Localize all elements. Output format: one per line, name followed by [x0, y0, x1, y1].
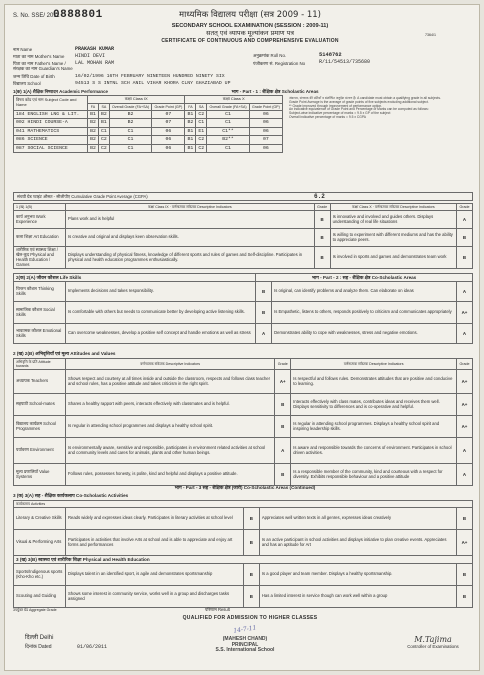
indicator-text: Plans work and is helpful: [66, 211, 315, 229]
indicator-row: [14, 302, 473, 324]
col-sa-9: SA: [98, 103, 109, 110]
controller-title: Controller of Examinations: [407, 644, 459, 650]
father-name: LAL MOHAN RAM: [75, 60, 115, 66]
grade-value: A: [256, 324, 272, 344]
grade-cell: B2: [109, 110, 152, 119]
col-sa-10: SA: [196, 103, 207, 110]
grade-value: B: [457, 508, 473, 530]
indicator-text: Is an active participant in school activities and displays initiative to plan creative events. Appreciates and has an aptitude for Art: [259, 530, 456, 556]
indicator-text: Implements decisions and takes responsibility.: [66, 282, 256, 302]
part3-title: भाग - Part - 3 सह - शैक्षिक क्षेत्र (जारी) Co-Scholastic Areas (Continued): [174, 485, 316, 490]
grade-point-cell: 06: [249, 127, 282, 136]
indicator-text: Shows some interest in community service, works well in a group and discharges tasks assigned: [66, 586, 244, 608]
grade-value: B: [275, 464, 291, 486]
indicator-text: Is involved in sports and games and demonstrates team work: [330, 247, 456, 269]
registration-label: पंजीकरण सं. Registration No: [253, 61, 306, 66]
grade-value: B: [314, 229, 330, 247]
indicator-text: Shows respect and courtesy at all times inside and outside the classroom, respects and follows class teacher and school rules, has a positive attitude and takes criticism in the right spirit.: [66, 370, 275, 394]
indicator-header: वर्णनात्मक संकेतक Descriptive Indicators: [66, 359, 275, 370]
area-name: Visual & Performing Arts: [14, 530, 66, 556]
indicator-row: [14, 324, 473, 344]
indicator-text: Is a good player and team member. Displays a healthy sportsmanship.: [259, 564, 456, 586]
area-name: मूल्य प्रणालियाँ Value Systems: [14, 464, 66, 486]
section-3b-label: 3 (ख) 3(B) स्वास्थ्य एवं शारीरिक शिक्षा Physical and Health Education: [14, 556, 473, 564]
subject-row: [14, 144, 283, 153]
school-label: विद्यालय School: [13, 81, 41, 86]
indicator-row: [14, 247, 473, 269]
grade-cell: B1: [185, 144, 196, 153]
grade-point-cell: 07: [249, 136, 282, 145]
grade-cell: B2: [88, 144, 99, 153]
class9-header: कक्षा Class IX · वर्णनात्मक संकेतक Descriptive Indicators: [66, 204, 315, 211]
grade-cell: B1: [185, 110, 196, 119]
grade-value: B: [256, 282, 272, 302]
indicator-text: Demonstrates ability to cope with weaknesses, stress and negative emotions.: [272, 324, 457, 344]
grade-header: Grade: [314, 204, 330, 211]
grade-value: A+: [275, 370, 291, 394]
grade-header: Grade: [457, 359, 473, 370]
indicator-text: Can overcome weaknesses, develop a positive self concept and handle emotions as well as stress: [66, 324, 256, 344]
grade-value: B: [457, 229, 473, 247]
result-value: QUALIFIED FOR ADMISSION TO HIGHER CLASSES: [182, 615, 318, 621]
mother-label: माता का नाम Mother's Name: [13, 54, 65, 59]
grade-cell: C2: [98, 144, 109, 153]
issue-date: 01/06/2011: [77, 644, 108, 650]
part2-title: भाग - Part - 2 : सह - शैक्षिक क्षेत्र Co-Scholastic Areas: [256, 274, 473, 282]
grade-value: A+: [457, 416, 473, 438]
indicator-text: Participates in activities that involve Arts at school and is able to appreciate and enjoy art forms and performances: [66, 530, 244, 556]
grade-point-cell: 07: [152, 110, 185, 119]
grade-cell: B2: [109, 119, 152, 128]
aggregate-label: उपर्युक्त ग्रेड Aggregate Grade: [13, 608, 57, 612]
grade-value: B: [243, 508, 259, 530]
indicator-row: [14, 282, 473, 302]
cgpa-label: संचयी ग्रेड प्वाइंट औसत - सीजीपीए Cumulative Grade Point Average (CGPA): [17, 194, 148, 199]
controller-signature: M.Tajima: [414, 635, 452, 644]
stamp-date: 14-7-11: [232, 624, 257, 635]
grade-value: A+: [457, 394, 473, 416]
grade-point-cell: 07: [152, 119, 185, 128]
subject-name: 041 MATHEMATICS: [14, 127, 88, 136]
class10-title: कक्षा Class X: [351, 205, 372, 209]
work-table: [13, 203, 473, 269]
grade-cell: C1: [109, 136, 152, 145]
indicator-text: Appreciates well written texts in all genres, expresses ideas creatively: [259, 508, 456, 530]
grade-value: B: [314, 247, 330, 269]
indicator-header: वर्णनात्मक संकेतक Descriptive Indicators: [374, 205, 435, 209]
area-name: शारीरिक एवं स्वास्थ्य शिक्षा / खेल-कूद Physical and Health Education / Games: [14, 247, 66, 269]
cgpa-row: [13, 192, 473, 201]
note-line: Subject-wise indicative percentage of marks = 9.5 x GP of the subject: [289, 111, 391, 116]
indicator-row: [14, 229, 473, 247]
subject-name: 086 SCIENCE: [14, 136, 88, 145]
corner-code: 7364/1: [425, 33, 436, 37]
indicator-row: [14, 564, 473, 586]
serial-number: 0888801: [53, 9, 103, 21]
principal-name: (MAHESH CHAND): [222, 635, 268, 642]
indicator-text: Is creative and original and displays keen observation skills.: [66, 229, 315, 247]
grade-point-cell: 06: [249, 110, 282, 119]
col-fa-9: FA: [88, 103, 99, 110]
grade-value: A+: [457, 370, 473, 394]
section-2b-label: 2 (ख) 2(B) अभिवृत्तियाँ एवं मूल्य Attitudes and Values: [13, 351, 116, 356]
col-fa-10: FA: [185, 103, 196, 110]
controller-block: [391, 635, 475, 649]
grade-point-cell: 06: [249, 144, 282, 153]
area-name: कला शिक्षा Art Education: [14, 229, 66, 247]
indicator-text: Displays talent in an identified sport, is agile and demonstrates sportsmanship: [66, 564, 244, 586]
grade-value: B: [457, 247, 473, 269]
grade-cell: C1: [207, 144, 250, 153]
place-label: दिल्ली Delhi: [25, 635, 54, 641]
grade-cell: C2: [98, 136, 109, 145]
indicator-text: Is regular in attending school programmes and displays a healthy school spirit.: [66, 416, 275, 438]
principal-title: PRINCIPAL: [231, 641, 259, 648]
indicator-header: वर्णनात्मक संकेतक Descriptive Indicators: [171, 205, 232, 209]
indicator-row: [14, 530, 473, 556]
indicator-text: Displays understanding of physical fitness, knowledge of different sports and rules of games and Self-discipline. Participates in physical and health education programmes enthusiastically.: [66, 247, 315, 269]
indicator-text: Is original, can identify problems and analyze them. Can elaborate on ideas: [272, 282, 457, 302]
col-subject: विषय कोड एवं नाम Subject Code and Name: [14, 96, 88, 111]
indicator-header: वर्णनात्मक संकेतक Descriptive Indicators: [291, 359, 457, 370]
indicator-row: [14, 464, 473, 486]
col-overall-10: Overall Grade (FA+SA): [207, 103, 250, 110]
roll-label: अनुक्रमांक Roll No.: [253, 53, 287, 58]
academic-table: [13, 95, 283, 153]
grade-cell: B1: [185, 136, 196, 145]
grade-point-cell: 06: [249, 119, 282, 128]
cgpa-value: 6.2: [314, 193, 325, 200]
col-class9: कक्षा Class IX: [88, 96, 185, 104]
col-gp-10: Grade Point (GP): [249, 103, 282, 110]
mother-name: HINDI DEVI: [75, 53, 106, 59]
section-1b-label: 1 (ख) 1(B): [14, 204, 66, 211]
indicator-text: Is a responsible member of the community, kind and courteous with a respect for diversity. Exhibits responsible behaviour and a positive attitude: [291, 464, 457, 486]
grade-cell: C1: [109, 127, 152, 136]
subject-name: 087 SOCIAL SCIENCE: [14, 144, 88, 153]
certificate-page: [4, 4, 480, 671]
section-2a-label: 2(क) 2(A) जीवन कौशल Life Skills: [14, 274, 256, 282]
indicator-row: [14, 438, 473, 464]
grade-cell: B1: [88, 110, 99, 119]
grade-cell: B2**: [207, 136, 250, 145]
area-name: भावात्मक कौशल Emotional Skills: [14, 324, 66, 344]
school-name-stamp: S.S. International School: [215, 647, 275, 654]
student-name: PRAKASH KUMAR: [75, 46, 115, 52]
note-line: ** Grade improved through improvement of performance option.: [289, 103, 383, 108]
grade-header: Grade: [457, 204, 473, 211]
area-name: सामाजिक कौशल Social Skills: [14, 302, 66, 324]
indicator-text: Is innovative and involved and guides others. Displays understanding of real life situations: [330, 211, 456, 229]
grade-cell: E1: [196, 127, 207, 136]
grade-value: B: [243, 586, 259, 608]
area-name: सहपाठी School-mates: [14, 394, 66, 416]
section-3a-label: 3 (क) 3(A) सह - शैक्षिक कार्यकलाप Co-Scholastic Activities: [13, 493, 129, 498]
activities-subheader: कार्यकलाप Activities: [14, 501, 473, 508]
grade-value: A+: [457, 302, 473, 324]
note-line: Overall indicative percentage of marks = 9.5 x CGPA: [289, 114, 366, 119]
grade-value: B: [457, 586, 473, 608]
life-skills-table: [13, 273, 473, 344]
grade-cell: B1: [98, 119, 109, 128]
indicator-text: Is willing to experiment with different mediums and has the ability to appreciate peers.: [330, 229, 456, 247]
name-label: नाम Name: [13, 47, 33, 52]
note-line: अंकपत्र, संगणक की प्रतियाँ व संशोधित अनुदेश संलग्न हैं। A candidate must obtain a qualifying grade in all subjects.: [289, 96, 441, 100]
subject-row: [14, 110, 283, 119]
grade-cell: B2: [185, 119, 196, 128]
principal-stamp: [195, 624, 295, 654]
school-value: 94513 S S INTNL SCH ANIL VIHAR KHORA CLNY GHAZIABAD UP: [75, 81, 231, 86]
subject-row: [14, 119, 283, 128]
grade-cell: C1**: [207, 127, 250, 136]
part1-title: भाग - Part - 1 : शैक्षिक क्षेत्र Scholastic Areas: [231, 89, 319, 94]
grade-value: B: [275, 394, 291, 416]
dob-label: जन्म तिथि Date of Birth: [13, 74, 55, 79]
grade-value: B: [457, 564, 473, 586]
grade-cell: C1: [207, 119, 250, 128]
indicator-text: Has a limited interest in service though can work well within a group: [259, 586, 456, 608]
activities-table: [13, 500, 473, 608]
col-overall-9: Overall Grade (FA+SA): [109, 103, 152, 110]
indicator-row: [14, 370, 473, 394]
dob-value: 16/02/1996 16TH FEBRUARY NINETEEN HUNDRED NINETY SIX: [75, 74, 225, 79]
attitude-towards-header: अभिवृत्ति के प्रति Attitude towards: [14, 359, 66, 370]
indicator-text: Reads widely and expresses ideas clearly. Participates in literary activities at school level: [66, 508, 244, 530]
title-hindi: माध्यमिक विद्यालय परीक्षा (सत्र 2009 - 11): [179, 10, 321, 20]
grade-cell: C1: [196, 119, 207, 128]
grade-value: A: [457, 464, 473, 486]
indicator-text: Is regular in attending school programmes. Displays a healthy school spirit and inspiring leadership skills.: [291, 416, 457, 438]
area-name: कार्य अनुभव Work Experience: [14, 211, 66, 229]
indicator-text: Follows rules, possesses honesty, is polite, kind and helpful and displays a positive attitude.: [66, 464, 275, 486]
grade-value: A: [275, 438, 291, 464]
area-name: चिन्तन कौशल Thinking Skills: [14, 282, 66, 302]
indicator-text: Interacts effectively with class mates, contributes ideas and receives them well. Displays sensitivity to differences and is co-operative and helpful.: [291, 394, 457, 416]
class9-title: कक्षा Class IX: [147, 205, 169, 209]
subject-name: 184 ENGLISH LNG & LIT.: [14, 110, 88, 119]
subject-row: [14, 136, 283, 145]
indicator-row: [14, 586, 473, 608]
grade-value: B: [243, 564, 259, 586]
area-name: अध्यापक Teachers: [14, 370, 66, 394]
area-name: विद्यालय कार्यक्रम School Programmes: [14, 416, 66, 438]
subject-row: [14, 127, 283, 136]
grade-cell: C2: [196, 136, 207, 145]
note-line: Grade Point Average is the average of grade points of five subjects excluding additional subject.: [289, 99, 429, 104]
col-gp-9: Grade Point (GP): [152, 103, 185, 110]
grade-value: B: [275, 416, 291, 438]
grade-cell: C1: [98, 127, 109, 136]
subtitle-hindi: सतत् एवं व्यापक मूल्यांकन प्रमाण पत्र: [206, 29, 294, 37]
grading-notes: [289, 97, 473, 120]
registration-number: R/11/54513/735680: [319, 59, 371, 65]
subtitle-english: CERTIFICATE OF CONTINUOUS AND COMPREHENSIVE EVALUATION: [161, 38, 339, 44]
title-english: SECONDARY SCHOOL EXAMINATION (SESSION : 2009-11): [171, 23, 329, 29]
grade-header: Grade: [275, 359, 291, 370]
note-line: An indicative equivalence of Grade Point and Percentage of Marks can be computed as follows:: [289, 107, 429, 112]
indicator-text: Is respectful and follows rules. Demonstrates attitudes that are positive and conducive to learning.: [291, 370, 457, 394]
indicator-text: Is aware and responsible towards the concerns of environment. Participates in school driven activities.: [291, 438, 457, 464]
area-name: पर्यावरण Environment: [14, 438, 66, 464]
indicator-row: [14, 211, 473, 229]
grade-cell: C2: [196, 144, 207, 153]
area-name: Literary & Creative Skills: [14, 508, 66, 530]
grade-value: B: [314, 211, 330, 229]
area-name: Sports/Indigenous sports (Kho-Kho etc.): [14, 564, 66, 586]
col-class10: कक्षा Class X: [185, 96, 283, 104]
grade-value: A: [457, 438, 473, 464]
grade-value: A: [457, 211, 473, 229]
grade-value: B: [243, 530, 259, 556]
serial-label: S. No. SSE/ 2011: [13, 13, 60, 19]
grade-cell: C2: [196, 110, 207, 119]
grade-value: A: [457, 324, 473, 344]
grade-cell: B2: [88, 136, 99, 145]
grade-cell: B2: [88, 127, 99, 136]
result-label: परिणाम Result: [205, 607, 230, 612]
grade-point-cell: 06: [152, 144, 185, 153]
grade-point-cell: 06: [152, 136, 185, 145]
indicator-text: Is Empathetic, listens to others, responds positively to criticism and communicates appropriately: [272, 302, 457, 324]
grade-cell: C1: [207, 110, 250, 119]
grade-value: B: [256, 302, 272, 324]
area-name: Scouting and Guiding: [14, 586, 66, 608]
dated-label: दिनांक Dated: [25, 644, 52, 650]
indicator-row: [14, 416, 473, 438]
indicator-text: Is environmentally aware, sensitive and responsible, participates in environment related activities at school and community levels and cares for animals, plants and other human beings.: [66, 438, 275, 464]
grade-value: A+: [457, 530, 473, 556]
subject-name: 002 HINDI COURSE-A: [14, 119, 88, 128]
roll-number: 5148762: [319, 52, 342, 58]
indicator-text: Is comfortable with others but needs to communicate better by developing active listening skills.: [66, 302, 256, 324]
father-label: पिता का नाम Father's Name / संरक्षक का नाम Guardian's Name: [13, 61, 73, 72]
indicator-text: Shares a healthy rapport with peers, interacts effectively with classmates and is helpful.: [66, 394, 275, 416]
grade-cell: B1: [185, 127, 196, 136]
grade-cell: B2: [88, 119, 99, 128]
part1-section-label: 1(क) 1(A) शैक्षिक निष्पादन Academic Performance: [13, 89, 108, 94]
attitudes-table: [13, 358, 473, 486]
class10-header: कक्षा Class X · वर्णनात्मक संकेतक Descriptive Indicators: [330, 204, 456, 211]
indicator-row: [14, 394, 473, 416]
grade-value: A: [457, 282, 473, 302]
grade-cell: B2: [98, 110, 109, 119]
indicator-row: [14, 508, 473, 530]
grade-point-cell: 06: [152, 127, 185, 136]
grade-cell: C1: [109, 144, 152, 153]
